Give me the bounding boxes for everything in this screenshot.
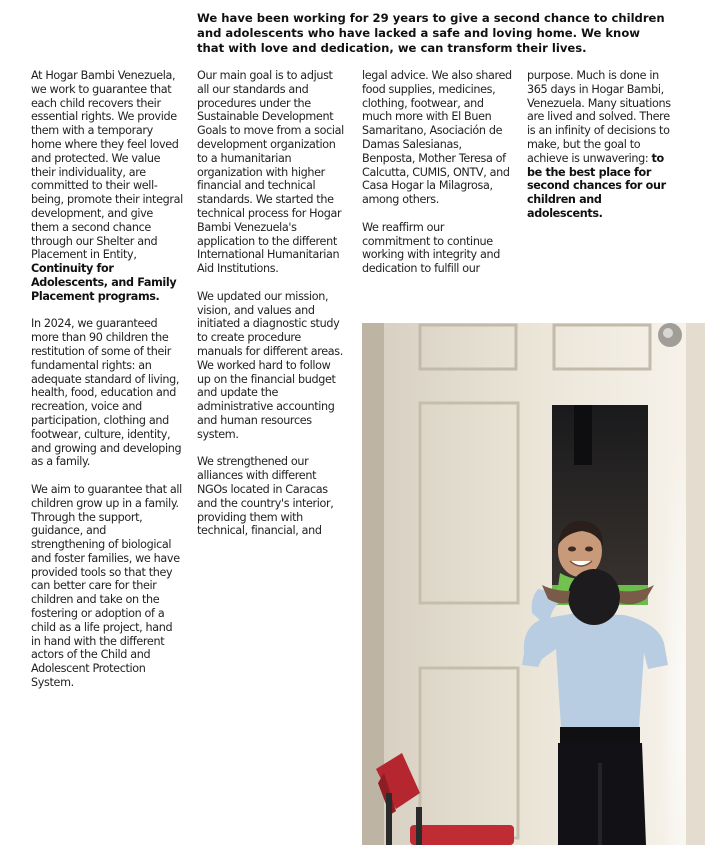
col3-paragraph-2: We reaffirm our commitment to continue working with integrity and dedication to fulfill our: [362, 220, 501, 276]
col2-paragraph-2: We updated our mission, vision, and values and initiated a diagnostic study to create procedure manuals for different areas. We worked hard to follow up on the financial budget and update the administrative accounting and human resources system.: [197, 289, 343, 441]
column-4: [527, 69, 679, 235]
col1-p1-text: At Hogar Bambi Venezuela, we work to guarantee that each child recovers their essential rights. We provide them with a temporary home where they feel loved and protected. We value their individuality, are committed to their well-being, promote their integral development, and give them a second chance through our Shelter and Placement in Entity,: [31, 69, 183, 262]
column-2: [197, 69, 347, 552]
photo-illustration: [362, 323, 705, 845]
intro-heading: We have been working for 29 years to give a second chance to children and adolescents who have lacked a safe and loving home. We know that with love and dedication, we can transform their lives.: [197, 11, 665, 55]
column-1: [31, 69, 183, 704]
col1-paragraph-3: We aim to guarantee that all children grow up in a family. Through the support, guidance, and strengthening of biological and foster families, we have provided tools so that they can better care for their children and take on the fostering or adoption of a child as a life project, hand in hand with the different actors of the Child and Adolescent Protection System.: [31, 482, 182, 690]
col4-paragraph-1: [527, 69, 679, 221]
col4-p1-bold: to be the best place for second chances for our children and adolescents.: [527, 151, 666, 220]
column-3: [362, 69, 514, 290]
col1-paragraph-2: In 2024, we guaranteed more than 90 children the restitution of some of their fundamental rights: an adequate standard of living, health, food, education and recreation, voice and participation, clothing and footwear, culture, identity, and growing and developing as a family.: [31, 317, 182, 469]
col4-p1-text: purpose. Much is done in 365 days in Hogar Bambi, Venezuela. Many situations are lived and solved. There is an infinity of decisions to make, but the goal to achieve is unwavering:: [527, 69, 671, 165]
col2-paragraph-1: Our main goal is to adjust all our standards and procedures under the Sustainable Development Goals to move from a social development organization to a humanitarian organization with higher financial and technical standards. We started the technical process for Hogar Bambi Venezuela's application to the different International Humanitarian Aid Institutions.: [197, 69, 344, 276]
col1-p1-bold: Continuity for Adolescents, and Family Placement programs.: [31, 262, 177, 303]
col3-paragraph-1: legal advice. We also shared food supplies, medicines, clothing, footwear, and much more with El Buen Samaritano, Asociación de Damas Salesianas, Benposta, Mother Teresa of Calcutta, CUMIS, ONTV, and Casa Hogar la Milagrosa, among others.: [362, 69, 512, 207]
photo-children-at-door: [362, 323, 705, 845]
col2-paragraph-3: We strengthened our alliances with different NGOs located in Caracas and the country's interior, providing them with technical, financial, and: [197, 455, 334, 538]
col1-paragraph-1: [31, 69, 183, 304]
